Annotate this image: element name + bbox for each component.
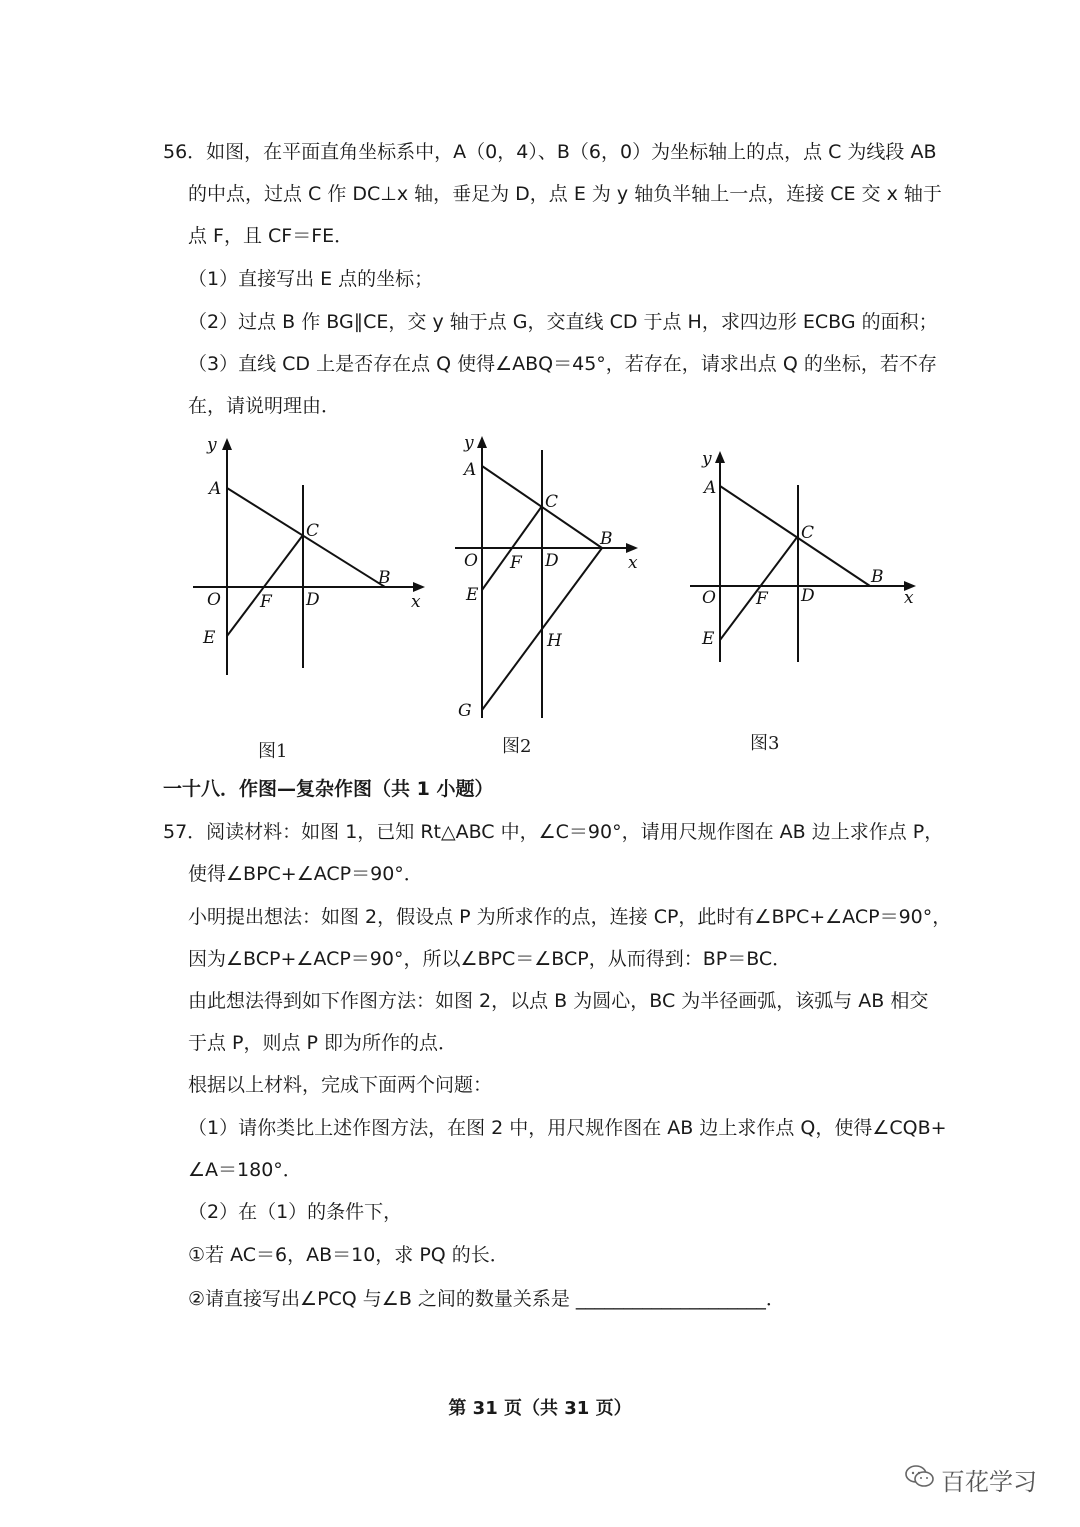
figure-1 bbox=[185, 430, 435, 690]
q57-line-1: 57．阅读材料：如图 1，已知 Rt△ABC 中，∠C＝90°，请用尺规作图在 AB 边上求作点 P， bbox=[163, 821, 944, 843]
q56-part-2: （2）过点 B 作 BG∥CE，交 y 轴于点 G，交直线 CD 于点 H，求四边形 ECBG 的面积； bbox=[188, 311, 938, 333]
fig1-label-y: y bbox=[207, 435, 217, 455]
q57-line-5: 由此想法得到如下作图方法：如图 2，以点 B 为圆心，BC 为半径画弧，该弧与 AB 相交 bbox=[188, 990, 929, 1012]
figure-2 bbox=[440, 428, 650, 728]
wechat-icon bbox=[905, 1464, 935, 1496]
fig2-label-C: C bbox=[545, 492, 559, 512]
fig1-label-B: B bbox=[378, 568, 391, 588]
fig2-label-O: O bbox=[464, 551, 478, 571]
fig2-label-A: A bbox=[464, 460, 477, 480]
fig1-label-E: E bbox=[203, 628, 216, 648]
fig3-label-F: F bbox=[756, 589, 768, 609]
fig2-label-E: E bbox=[466, 585, 479, 605]
q57-part-1-cont: ∠A＝180°． bbox=[188, 1159, 302, 1181]
q57-line-4: 因为∠BCP+∠ACP＝90°，所以∠BPC＝∠BCP，从而得到：BP＝BC． bbox=[188, 948, 792, 970]
fig1-y-arrow bbox=[222, 438, 232, 450]
page-footer: 第 31 页（共 31 页） bbox=[448, 1398, 632, 1419]
figure-3-caption: 图3 bbox=[750, 733, 780, 754]
figure-1-caption: 图1 bbox=[258, 741, 288, 762]
fig3-label-D: D bbox=[801, 586, 815, 606]
q57-line-7: 根据以上材料，完成下面两个问题： bbox=[188, 1074, 493, 1096]
q57-part-1: （1）请你类比上述作图方法，在图 2 中，用尺规作图在 AB 边上求作点 Q，使得∠CQB+ bbox=[188, 1117, 947, 1139]
fig3-label-x: x bbox=[904, 588, 914, 608]
q57-line-6: 于点 P，则点 P 即为所作的点． bbox=[188, 1032, 458, 1054]
fig3-label-O: O bbox=[702, 588, 716, 608]
fig2-y-arrow bbox=[477, 436, 487, 448]
fig3-y-arrow bbox=[715, 451, 725, 463]
fig2-x-arrow bbox=[626, 543, 638, 553]
q57-line-3: 小明提出想法：如图 2，假设点 P 为所求作的点，连接 CP，此时有∠BPC+∠ACP＝90°， bbox=[188, 906, 952, 928]
fig2-label-G: G bbox=[458, 701, 472, 721]
fig3-label-B: B bbox=[871, 567, 884, 587]
fig3-line-EC bbox=[720, 536, 798, 640]
fig1-line-EC bbox=[227, 535, 303, 636]
fig1-x-arrow bbox=[413, 582, 425, 592]
fig1-label-D: D bbox=[306, 590, 320, 610]
fig3-label-E: E bbox=[702, 629, 715, 649]
fig2-label-H: H bbox=[547, 631, 562, 651]
q56-part-3: （3）直线 CD 上是否存在点 Q 使得∠ABQ＝45°，若存在，请求出点 Q 的坐标，若不存 bbox=[188, 353, 937, 375]
section-18-heading: 一十八．作图—复杂作图（共 1 小题） bbox=[163, 778, 494, 800]
fig1-label-x: x bbox=[411, 592, 421, 612]
fig2-label-y: y bbox=[464, 433, 474, 453]
figure-3 bbox=[680, 440, 925, 670]
q56-line-2: 的中点，过点 C 作 DC⊥x 轴，垂足为 D，点 E 为 y 轴负半轴上一点，连接 CE 交 x 轴于 bbox=[188, 183, 942, 205]
fig2-label-B: B bbox=[600, 529, 613, 549]
fig1-label-F: F bbox=[260, 592, 272, 612]
fig3-line-AB bbox=[720, 486, 870, 586]
q56-line-1: 56．如图，在平面直角坐标系中，A（0，4）、B（6，0）为坐标轴上的点，点 C 为线段 AB bbox=[163, 141, 937, 163]
fig1-label-A: A bbox=[209, 479, 222, 499]
watermark bbox=[905, 1462, 1037, 1497]
fig2-label-F: F bbox=[510, 553, 522, 573]
q57-part-2: （2）在（1）的条件下， bbox=[188, 1201, 403, 1223]
watermark-text: 百花学习 bbox=[941, 1468, 1037, 1496]
fig1-label-C: C bbox=[306, 521, 320, 541]
fig2-label-x: x bbox=[628, 553, 638, 573]
q57-line-2: 使得∠BPC+∠ACP＝90°． bbox=[188, 863, 423, 885]
q57-part-2-sub-1: ①若 AC＝6，AB＝10，求 PQ 的长． bbox=[188, 1244, 509, 1266]
q56-part-1: （1）直接写出 E 点的坐标； bbox=[188, 268, 434, 290]
fig3-label-C: C bbox=[801, 523, 815, 543]
figure-2-caption: 图2 bbox=[502, 736, 532, 757]
fig1-label-O: O bbox=[207, 590, 221, 610]
q56-line-3: 点 F，且 CF＝FE． bbox=[188, 225, 354, 247]
q57-part-2-sub-2: ②请直接写出∠PCQ 与∠B 之间的数量关系是 ____________________． bbox=[188, 1288, 785, 1310]
q56-part-3-cont: 在，请说明理由． bbox=[188, 395, 341, 417]
fig3-label-A: A bbox=[704, 478, 717, 498]
fig3-label-y: y bbox=[702, 449, 712, 469]
fig2-label-D: D bbox=[545, 551, 559, 571]
